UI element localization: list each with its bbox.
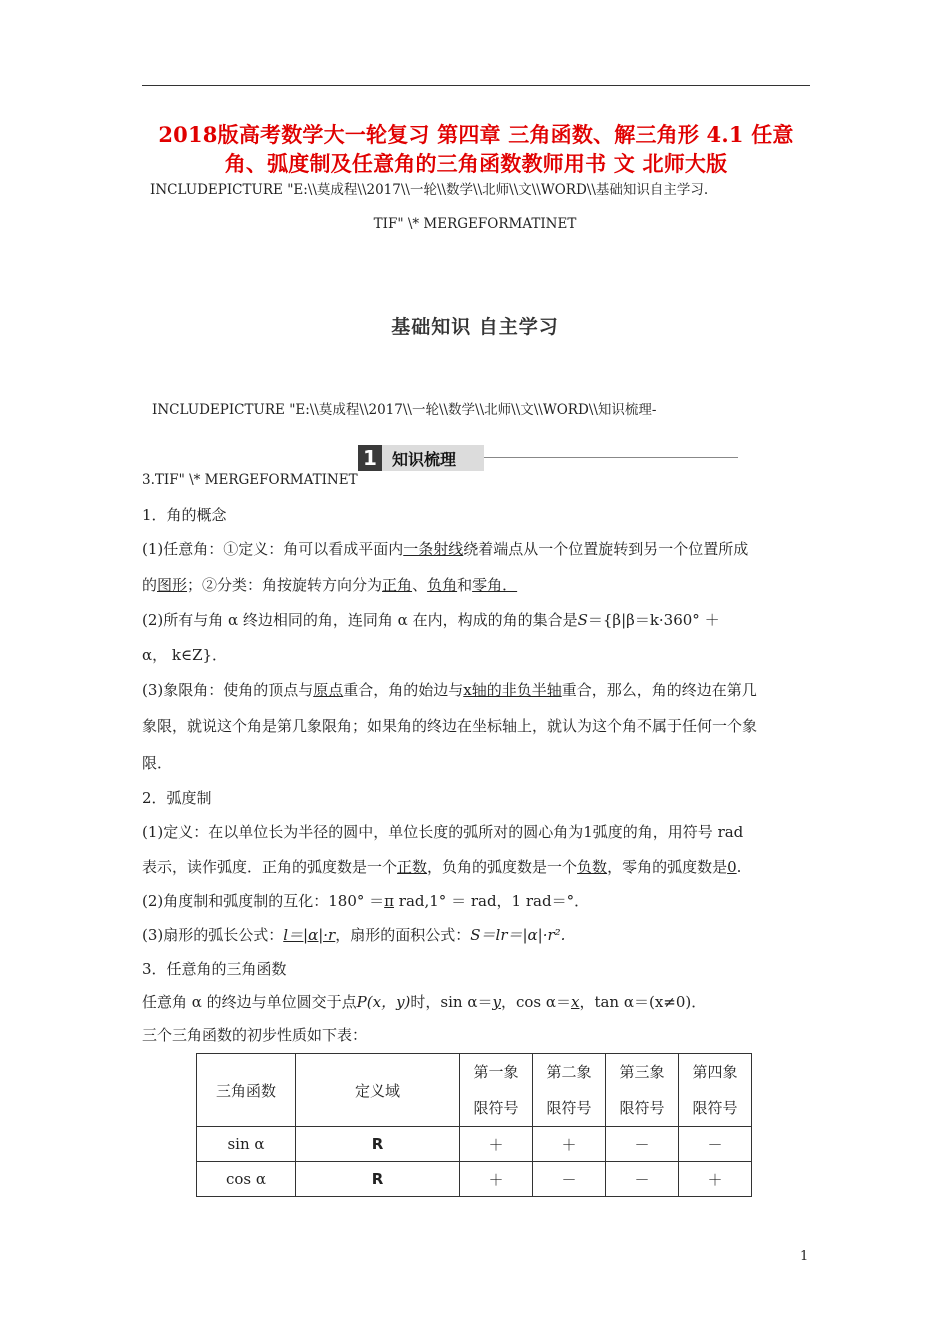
text: 第一象	[473, 1063, 519, 1081]
text: (1)任意角：①定义：角可以看成平面内	[142, 540, 404, 558]
cell-domain: R	[296, 1127, 460, 1162]
title-line-2: 角、弧度制及任意角的三角函数教师用书 文 北师大版	[224, 151, 728, 176]
cell-q4: ＋	[679, 1162, 752, 1197]
table-header-row	[197, 1054, 752, 1127]
text: (3)扇形的弧长公式：	[142, 926, 284, 944]
header-q2	[533, 1054, 606, 1127]
section-heading: 基础知识 自主学习	[391, 316, 559, 338]
document-title	[140, 120, 812, 178]
text: 第四象	[692, 1063, 738, 1081]
s1-p1-line1	[142, 539, 812, 559]
text: ，负角的弧度数是一个	[427, 858, 578, 876]
text: ，扇形的面积公式：	[335, 926, 471, 944]
text: ，cos α＝	[500, 993, 571, 1011]
cell-q2: ＋	[533, 1127, 606, 1162]
blank-answer: x轴的非负半轴	[463, 681, 562, 699]
banner-rule	[484, 457, 738, 458]
include-field-2-line-2: 3.TIF" \* MERGEFORMATINET	[142, 472, 358, 488]
text: rad,1° ＝ rad，1 rad＝°．	[394, 892, 590, 910]
s2-p1-line1: (1)定义：在以单位长为半径的圆中，单位长度的弧所对的圆心角为1弧度的角，用符号 rad	[142, 823, 744, 841]
math-point: P(x，y)	[356, 993, 411, 1011]
s1-p2-line1	[142, 610, 812, 630]
cell-domain: R	[296, 1162, 460, 1197]
text: ，tan α＝(x≠0)．	[579, 993, 707, 1011]
text: 限符号	[546, 1099, 592, 1117]
page-number: 1	[800, 1249, 809, 1264]
header-q4	[679, 1054, 752, 1127]
text: 限符号	[473, 1099, 519, 1117]
cell-q3: －	[606, 1162, 679, 1197]
header-func: 三角函数	[197, 1054, 296, 1127]
header-q1	[460, 1054, 533, 1127]
s2-p2	[142, 891, 812, 911]
header-domain: 定义域	[296, 1054, 460, 1127]
include-field-2-line-1: INCLUDEPICTURE "E:\\莫成程\\2017\\一轮\\数学\\北师\\文\\WORD\\知识梳理-	[152, 402, 657, 418]
cell-q3: －	[606, 1127, 679, 1162]
text: 、	[412, 576, 428, 594]
cell-q4: －	[679, 1127, 752, 1162]
text: 重合，那么，角的终边在第几	[561, 681, 757, 699]
s1-p1-line2	[142, 575, 812, 595]
s1-p3-line1	[142, 680, 812, 700]
top-rule	[142, 85, 810, 86]
text: 的	[142, 576, 158, 594]
text: 表示，读作弧度．正角的弧度数是一个	[142, 858, 398, 876]
text: 第二象	[546, 1063, 592, 1081]
blank-answer: 原点	[313, 681, 344, 699]
blank-answer: y	[492, 993, 501, 1011]
blank-answer: 正角	[382, 576, 413, 594]
blank-answer: 图形	[157, 576, 188, 594]
s3-p1	[142, 992, 812, 1012]
text: ，零角的弧度数是	[607, 858, 728, 876]
blank-answer: x	[570, 993, 580, 1011]
text: 限符号	[619, 1099, 665, 1117]
table-row	[197, 1162, 752, 1197]
text: (2)所有与角 α 终边相同的角，连同角 α 在内，构成的角的集合是	[142, 611, 578, 629]
text: (3)象限角：使角的顶点与	[142, 681, 314, 699]
math-formula: S＝lr＝|α|·r².	[470, 926, 566, 944]
s2-p3	[142, 925, 812, 945]
title-line-1: 2018版高考数学大一轮复习 第四章 三角函数、解三角形 4.1 任意	[158, 122, 794, 147]
s2-heading: 2．弧度制	[142, 789, 212, 807]
s3-p2: 三个三角函数的初步性质如下表：	[142, 1026, 368, 1044]
blank-answer: 0	[727, 858, 737, 876]
text: 重合，角的始边与	[343, 681, 464, 699]
text: (2)角度制和弧度制的互化：180° ＝	[142, 892, 385, 910]
math-var: S	[577, 611, 588, 629]
blank-answer: l＝|α|·r	[283, 926, 336, 944]
s2-p1-line2	[142, 857, 812, 877]
text: 限符号	[692, 1099, 738, 1117]
cell-q2: －	[533, 1162, 606, 1197]
text: ＝{β|β＝k·360° ＋	[587, 611, 720, 629]
cell-func: cos α	[197, 1162, 296, 1197]
banner-label: 知识梳理	[392, 450, 457, 469]
header-q3	[606, 1054, 679, 1127]
blank-answer: 正数	[397, 858, 428, 876]
s3-heading: 3．任意角的三角函数	[142, 960, 287, 978]
s1-heading: 1．角的概念	[142, 506, 227, 524]
blank-answer: 负数	[577, 858, 608, 876]
blank-answer: 负角	[427, 576, 458, 594]
cell-q1: ＋	[460, 1127, 533, 1162]
text: 任意角 α 的终边与单位圆交于点	[142, 993, 357, 1011]
trig-sign-table	[196, 1053, 752, 1197]
text: 和	[457, 576, 473, 594]
text: .	[736, 858, 742, 876]
blank-answer: 零角．	[472, 576, 518, 594]
blank-answer: 一条射线	[403, 540, 464, 558]
include-field-1-line-2: TIF" \* MERGEFORMATINET	[373, 216, 577, 232]
s1-p3-line3: 限．	[142, 754, 173, 772]
text: 第三象	[619, 1063, 665, 1081]
cell-func: sin α	[197, 1127, 296, 1162]
blank-answer: π	[384, 892, 395, 910]
include-field-1-line-1: INCLUDEPICTURE "E:\\莫成程\\2017\\一轮\\数学\\北师\\文\\WORD\\基础知识自主学习.	[150, 182, 709, 198]
text: 时，sin α＝	[410, 993, 493, 1011]
text: ；②分类：角按旋转方向分为	[187, 576, 383, 594]
s1-p3-line2: 象限，就说这个角是第几象限角；如果角的终边在坐标轴上，就认为这个角不属于任何一个象	[142, 717, 758, 735]
cell-q1: ＋	[460, 1162, 533, 1197]
text: 绕着端点从一个位置旋转到另一个位置所成	[463, 540, 749, 558]
banner-number: 1	[358, 445, 382, 471]
s1-p2-line2: α， k∈Z}．	[142, 646, 228, 664]
table-row	[197, 1127, 752, 1162]
